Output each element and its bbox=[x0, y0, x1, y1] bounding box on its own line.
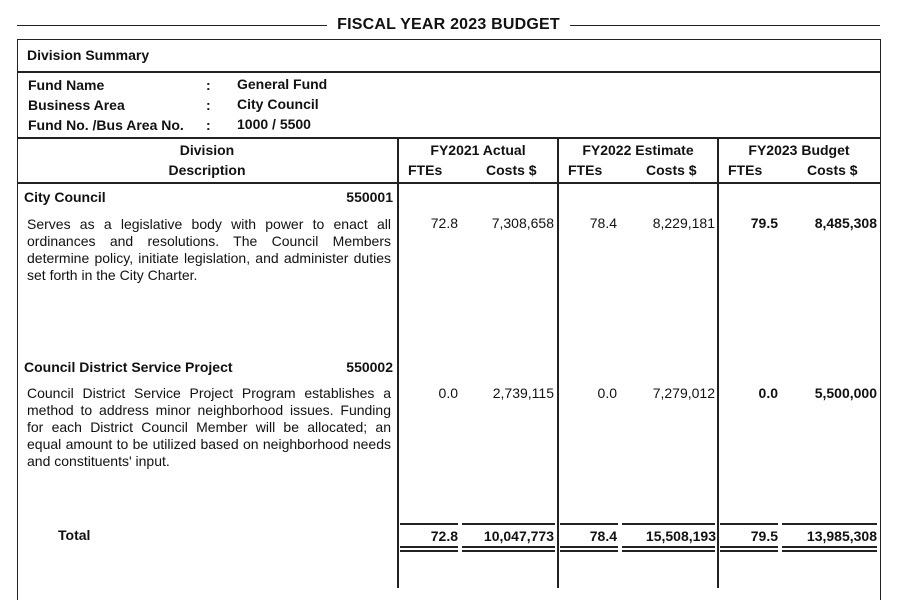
division-summary-heading: Division Summary bbox=[27, 47, 150, 63]
total-fy2022-ftes: 78.4 bbox=[589, 528, 617, 544]
column-divider bbox=[397, 137, 399, 588]
total-double-rule bbox=[400, 546, 458, 548]
business-area-value: City Council bbox=[237, 96, 319, 112]
total-rule bbox=[782, 523, 877, 525]
col-header-fy2021-ftes: FTEs bbox=[408, 162, 443, 178]
column-divider bbox=[557, 137, 559, 588]
col-header-fy2022-costs: Costs $ bbox=[646, 162, 697, 178]
total-double-rule bbox=[462, 550, 555, 552]
total-double-rule bbox=[560, 546, 618, 548]
total-fy2021-ftes: 72.8 bbox=[430, 528, 458, 544]
fund-no-sep: : bbox=[206, 117, 211, 133]
total-fy2021-costs: 10,047,773 bbox=[483, 528, 554, 544]
col-header-fy2022-ftes: FTEs bbox=[568, 162, 603, 178]
fy2023-ftes: 0.0 bbox=[758, 385, 778, 401]
fy2022-costs: 8,229,181 bbox=[652, 215, 715, 231]
col-group-fy2023: FY2023 Budget bbox=[748, 142, 850, 158]
total-fy2023-ftes: 79.5 bbox=[750, 528, 778, 544]
fund-no-value: 1000 / 5500 bbox=[237, 116, 311, 132]
col-header-fy2023-costs: Costs $ bbox=[807, 162, 858, 178]
fy2022-costs: 7,279,012 bbox=[652, 385, 715, 401]
fy2021-costs: 2,739,115 bbox=[492, 385, 554, 401]
divider bbox=[17, 182, 880, 184]
fy2021-ftes: 0.0 bbox=[438, 385, 458, 401]
fy2022-ftes: 78.4 bbox=[589, 215, 617, 231]
total-double-rule bbox=[622, 550, 715, 552]
total-double-rule bbox=[560, 550, 618, 552]
business-area-label: Business Area bbox=[28, 97, 125, 113]
fy2021-costs: 7,308,658 bbox=[491, 215, 554, 231]
column-divider bbox=[717, 137, 719, 588]
page-title: FISCAL YEAR 2023 BUDGET bbox=[327, 16, 570, 33]
division-description: Council District Service Project Program establishes a method to address minor neighborhood issues. Funding for each District Council Member will be allocated; an equal amount to be utilized based on neighborhood needs and constituents' input. bbox=[27, 385, 391, 469]
total-fy2022-costs: 15,508,193 bbox=[645, 528, 716, 544]
total-double-rule bbox=[462, 546, 555, 548]
total-rule bbox=[400, 523, 458, 525]
division-description: Serves as a legislative body with power to enact all ordinances and resolutions. The Council Members determine policy, initiate legislation, and administer duties set forth in the City Charter. bbox=[27, 216, 391, 283]
total-double-rule bbox=[622, 546, 715, 548]
col-group-fy2021: FY2021 Actual bbox=[430, 142, 526, 158]
fund-name-sep: : bbox=[206, 77, 211, 93]
col-header-division: Division bbox=[179, 142, 235, 158]
total-double-rule bbox=[720, 550, 778, 552]
fy2023-costs: 8,485,308 bbox=[814, 215, 877, 231]
total-rule bbox=[560, 523, 618, 525]
division-code: 550002 bbox=[346, 359, 393, 375]
fy2023-costs: 5,500,000 bbox=[814, 385, 877, 401]
total-rule bbox=[462, 523, 555, 525]
total-rule bbox=[720, 523, 778, 525]
fund-no-label: Fund No. /Bus Area No. bbox=[28, 117, 184, 133]
divider bbox=[17, 71, 880, 73]
division-name: Council District Service Project bbox=[24, 359, 233, 375]
fund-name-label: Fund Name bbox=[28, 77, 105, 93]
col-header-fy2021-costs: Costs $ bbox=[486, 162, 537, 178]
division-code: 550001 bbox=[346, 189, 393, 205]
divider bbox=[17, 137, 880, 139]
fy2023-ftes: 79.5 bbox=[750, 215, 778, 231]
col-header-description: Description bbox=[168, 162, 246, 178]
col-header-fy2023-ftes: FTEs bbox=[728, 162, 763, 178]
fy2021-ftes: 72.8 bbox=[430, 215, 458, 231]
fund-name-value: General Fund bbox=[237, 76, 328, 92]
total-double-rule bbox=[720, 546, 778, 548]
col-group-fy2022: FY2022 Estimate bbox=[582, 142, 694, 158]
page-title-bar bbox=[17, 14, 880, 36]
fy2022-ftes: 0.0 bbox=[597, 385, 617, 401]
total-double-rule bbox=[782, 546, 877, 548]
total-double-rule bbox=[400, 550, 458, 552]
total-fy2023-costs: 13,985,308 bbox=[806, 528, 877, 544]
division-name: City Council bbox=[24, 189, 106, 205]
business-area-sep: : bbox=[206, 97, 211, 113]
total-label: Total bbox=[58, 527, 91, 543]
total-rule bbox=[622, 523, 715, 525]
total-double-rule bbox=[782, 550, 877, 552]
